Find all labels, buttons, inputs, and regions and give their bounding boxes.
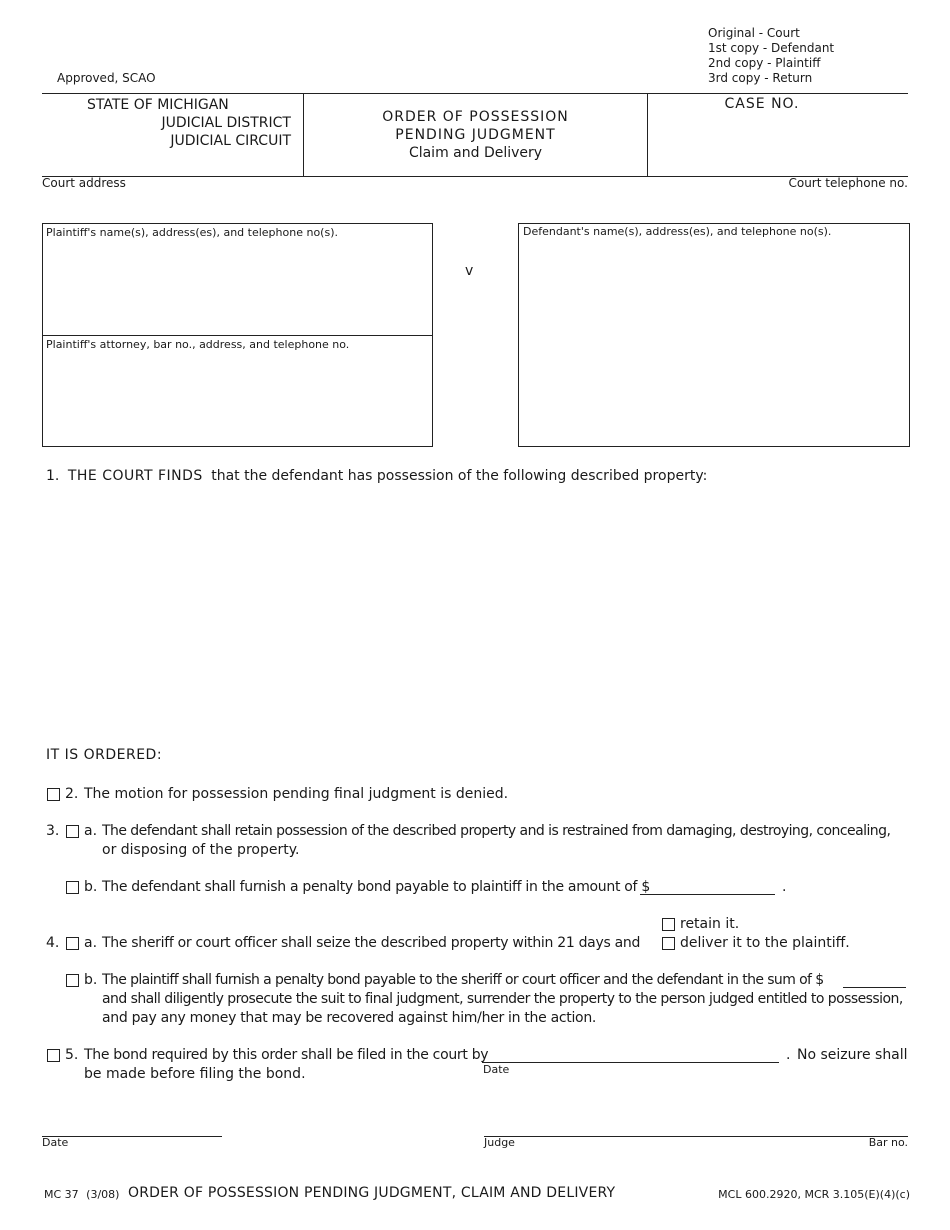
item-4b-checkbox[interactable] (66, 974, 79, 987)
item-3b-amount-field[interactable] (640, 894, 775, 895)
item-4b-amount-field[interactable] (843, 987, 906, 988)
case-number-label: CASE NO. (724, 96, 800, 112)
item-2-checkbox[interactable] (47, 788, 60, 801)
form-title (304, 108, 647, 162)
item-4a-deliver-label: deliver it to the plaintiff. (680, 935, 850, 951)
approved-label: Approved, SCAO (57, 71, 156, 85)
item-1-lead: THE COURT FINDS (67, 468, 203, 484)
item-3a-line-2: or disposing of the property. (102, 842, 300, 858)
item-3b-label: b. (84, 879, 98, 895)
title-line-1: ORDER OF POSSESSION (382, 109, 569, 125)
defendant-label: Defendant's name(s), address(es), and telephone no(s). (523, 225, 832, 238)
item-4a-retain-checkbox[interactable] (662, 918, 675, 931)
form-revision: (3/08) (86, 1188, 120, 1201)
item-3b-period: . (782, 879, 787, 895)
signature-date-label: Date (42, 1136, 69, 1149)
item-3-number: 3. (46, 823, 60, 839)
item-1-number: 1. (46, 468, 60, 484)
ordered-heading: IT IS ORDERED: (46, 747, 163, 763)
item-1 (46, 468, 707, 484)
court-address-label: Court address (42, 176, 126, 190)
item-2-number: 2. (65, 786, 79, 802)
title-line-2: PENDING JUDGMENT (395, 127, 556, 143)
item-5-no-seizure: No seizure shall (797, 1047, 908, 1063)
form-number (44, 1188, 119, 1201)
item-5-checkbox[interactable] (47, 1049, 60, 1062)
item-3a-checkbox[interactable] (66, 825, 79, 838)
signature-date-field[interactable] (42, 1136, 222, 1137)
plaintiff-box-divider (42, 335, 432, 336)
district-label: JUDICIAL DISTRICT (161, 115, 291, 131)
copy-second: 2nd copy - Plaintiff (708, 56, 821, 70)
item-4b-line-1: The plaintiff shall furnish a penalty bond payable to the sheriff or court officer and the defendant in the sum of $ (102, 972, 824, 988)
item-5-text: The bond required by this order shall be filed in the court by (84, 1047, 489, 1063)
state-label: STATE OF MICHIGAN (87, 97, 229, 113)
item-3b-checkbox[interactable] (66, 881, 79, 894)
item-3a-label: a. (84, 823, 98, 839)
item-5-number: 5. (65, 1047, 79, 1063)
property-description-area[interactable] (46, 492, 908, 742)
item-4b-line-2: and shall diligently prosecute the suit to final judgment, surrender the property to the person judged entitled to possession, (102, 991, 903, 1007)
attorney-label: Plaintiff's attorney, bar no., address, and telephone no. (46, 338, 350, 351)
item-5-date-label: Date (483, 1063, 510, 1076)
copy-distribution (708, 26, 834, 86)
item-1-text: that the defendant has possession of the following described property: (211, 468, 708, 484)
item-4b-line-3: and pay any money that may be recovered against him/her in the action. (102, 1010, 597, 1026)
form-number-code: MC 37 (44, 1188, 79, 1201)
copy-first: 1st copy - Defendant (708, 41, 835, 55)
item-4a-retain-label: retain it. (680, 916, 740, 932)
defendant-box[interactable] (518, 223, 910, 447)
header-top-rule (42, 93, 908, 94)
copy-original: Original - Court (708, 26, 800, 40)
item-3b-text: The defendant shall furnish a penalty bond payable to plaintiff in the amount of $ (102, 879, 650, 895)
court-jurisdiction (42, 96, 291, 150)
item-2-text: The motion for possession pending final judgment is denied. (84, 786, 509, 802)
circuit-label: JUDICIAL CIRCUIT (170, 133, 291, 149)
court-phone-label: Court telephone no. (788, 176, 908, 190)
item-4a-label: a. (84, 935, 98, 951)
item-4b-label: b. (84, 972, 98, 988)
copy-third: 3rd copy - Return (708, 71, 813, 85)
title-line-3: Claim and Delivery (408, 145, 543, 161)
item-4a-checkbox[interactable] (66, 937, 79, 950)
item-3a-line-1: The defendant shall retain possession of the described property and is restrained from damaging, destroying, concealing, (102, 823, 891, 839)
item-5-date-field[interactable] (482, 1062, 779, 1063)
item-4-number: 4. (46, 935, 60, 951)
bar-no-label: Bar no. (868, 1136, 908, 1149)
item-5-period: . (786, 1047, 791, 1063)
item-4a-text: The sheriff or court officer shall seize the described property within 21 days and (102, 935, 641, 951)
item-5-line-2: be made before filing the bond. (84, 1066, 306, 1082)
versus-label: v (465, 263, 474, 279)
footer-title: ORDER OF POSSESSION PENDING JUDGMENT, CLAIM AND DELIVERY (128, 1185, 616, 1201)
case-number-field[interactable] (652, 118, 904, 172)
plaintiff-label: Plaintiff's name(s), address(es), and telephone no(s). (46, 226, 338, 239)
footer-citation: MCL 600.2920, MCR 3.105(E)(4)(c) (718, 1188, 910, 1201)
item-4a-deliver-checkbox[interactable] (662, 937, 675, 950)
judge-label: Judge (484, 1136, 515, 1149)
